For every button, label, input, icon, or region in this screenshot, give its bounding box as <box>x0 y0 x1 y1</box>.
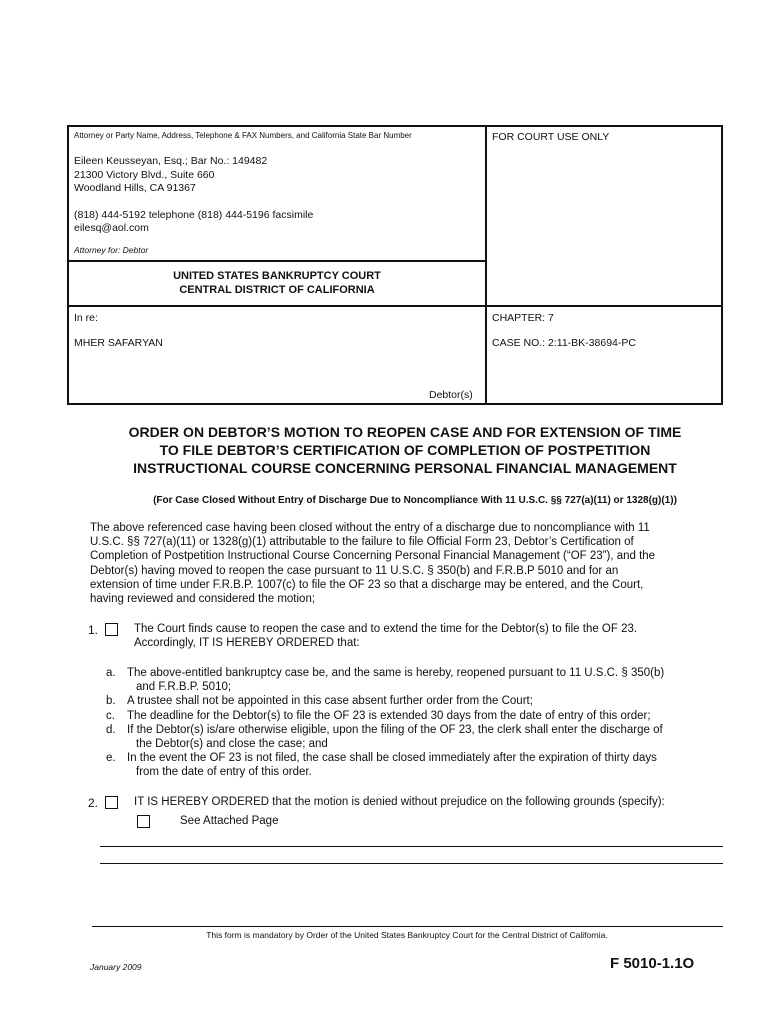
caption-vertical-divider <box>485 127 487 403</box>
attached-page-checkbox[interactable] <box>137 815 150 828</box>
item-line: A trustee shall not be appointed in this case absent further order from the Court; <box>127 695 533 708</box>
attached-page-label: See Attached Page <box>180 815 279 827</box>
debtor-name: MHER SAFARYAN <box>74 337 163 349</box>
item-line: In the event the OF 23 is not filed, the case shall be closed immediately after the expiration of thirty days <box>127 752 657 765</box>
court-name <box>69 269 485 297</box>
order1-line2: Accordingly, IT IS HEREBY ORDERED that: <box>134 637 360 650</box>
caption-divider-court <box>69 260 485 262</box>
court-name-line1: UNITED STATES BANKRUPTCY COURT <box>173 270 381 282</box>
grounds-line <box>100 846 723 847</box>
order2-checkbox[interactable] <box>105 796 118 809</box>
form-number: F 5010-1.1O <box>610 955 695 972</box>
item-letter: b. <box>106 695 116 708</box>
order1-items-list <box>106 666 664 780</box>
item-line: from the date of entry of this order. <box>136 766 312 779</box>
item-line: If the Debtor(s) is/are otherwise eligible, upon the filing of the OF 23, the clerk shall enter the discharge of <box>127 723 663 736</box>
item-letter: a. <box>106 667 116 679</box>
order-subtitle: (For Case Closed Without Entry of Discharge Due to Noncompliance With 11 U.S.C. §§ 727(a)(11) or 1328(g)(1)) <box>153 495 677 506</box>
item-line: The deadline for the Debtor(s) to file the OF 23 is extended 30 days from the date of entry of this order; <box>127 709 651 722</box>
order2-number: 2. <box>88 796 99 810</box>
attorney-for: Attorney for: Debtor <box>74 245 149 255</box>
footer-mandatory-note: This form is mandatory by Order of the United States Bankruptcy Court for the Central District of California. <box>206 930 608 940</box>
intro-line: extension of time under F.R.B.P. 1007(c) to file the OF 23 so that a discharge may be entered, and the Court, <box>90 578 644 591</box>
list-item <box>106 694 664 708</box>
attorney-address-line2: Woodland Hills, CA 91367 <box>74 182 196 194</box>
list-item <box>106 723 664 751</box>
attorney-phone: (818) 444-5192 telephone (818) 444-5196 facsimile <box>74 208 314 221</box>
attorney-address-line1: 21300 Victory Blvd., Suite 660 <box>74 168 215 181</box>
order1-checkbox[interactable] <box>105 623 118 636</box>
case-number-field: CASE NO.: 2:11-BK-38694-PC <box>492 337 636 349</box>
list-item <box>106 666 664 694</box>
intro-paragraph <box>90 521 720 606</box>
footer-date: January 2009 <box>90 962 142 972</box>
order1-text <box>134 622 637 650</box>
court-name-line2: CENTRAL DISTRICT OF CALIFORNIA <box>179 284 375 296</box>
in-re-label: In re: <box>74 312 98 324</box>
order-title <box>60 423 750 477</box>
item-letter: d. <box>106 723 116 736</box>
item-letter: e. <box>106 752 116 765</box>
intro-line: Debtor(s) having moved to reopen the case pursuant to 11 U.S.C. § 350(b) and F.R.B.P 5010 and for an <box>90 564 619 577</box>
case-caption-table <box>67 125 723 405</box>
court-use-only-label: FOR COURT USE ONLY <box>492 131 610 143</box>
intro-line: U.S.C. §§ 727(a)(11) or 1328(g)(1) attributable to the failure to file Official Form 23, Debtor’s Certification of <box>90 536 634 549</box>
item-line: the Debtor(s) and close the case; and <box>136 738 328 751</box>
attorney-name: Eileen Keusseyan, Esq.; Bar No.: 149482 <box>74 155 268 167</box>
order-title-line3: INSTRUCTIONAL COURSE CONCERNING PERSONAL FINANCIAL MANAGEMENT <box>133 460 677 476</box>
attorney-email: eilesq@aol.com <box>74 222 149 234</box>
list-item <box>106 751 664 779</box>
intro-line: The above referenced case having been closed without the entry of a discharge due to noncompliance with 11 <box>90 522 650 534</box>
intro-line: having reviewed and considered the motion; <box>90 593 316 606</box>
order2-text: IT IS HEREBY ORDERED that the motion is denied without prejudice on the following grounds (specify): <box>134 796 665 808</box>
order-title-line2: TO FILE DEBTOR’S CERTIFICATION OF COMPLETION OF POSTPETITION <box>159 442 651 458</box>
intro-line: Completion of Postpetition Instructional Course Concerning Personal Financial Management (“OF 23”), and the <box>90 550 656 563</box>
grounds-line <box>100 863 723 864</box>
item-letter: c. <box>106 709 115 722</box>
caption-divider-parties <box>69 305 721 307</box>
attorney-label: Attorney or Party Name, Address, Telephone & FAX Numbers, and California State Bar Number <box>74 131 412 140</box>
item-line: and F.R.B.P. 5010; <box>136 681 232 694</box>
debtors-label: Debtor(s) <box>429 389 473 401</box>
order-title-line1: ORDER ON DEBTOR’S MOTION TO REOPEN CASE AND FOR EXTENSION OF TIME <box>128 424 682 440</box>
item-line: The above-entitled bankruptcy case be, and the same is hereby, reopened pursuant to 11 U.S.C. § 350(b) <box>127 667 665 679</box>
order1-line1: The Court finds cause to reopen the case and to extend the time for the Debtor(s) to file the OF 23. <box>134 623 638 635</box>
order1-number: 1. <box>88 623 99 637</box>
footer-divider <box>92 926 723 927</box>
list-item <box>106 709 664 723</box>
attorney-info <box>74 155 313 236</box>
chapter-field: CHAPTER: 7 <box>492 312 554 324</box>
